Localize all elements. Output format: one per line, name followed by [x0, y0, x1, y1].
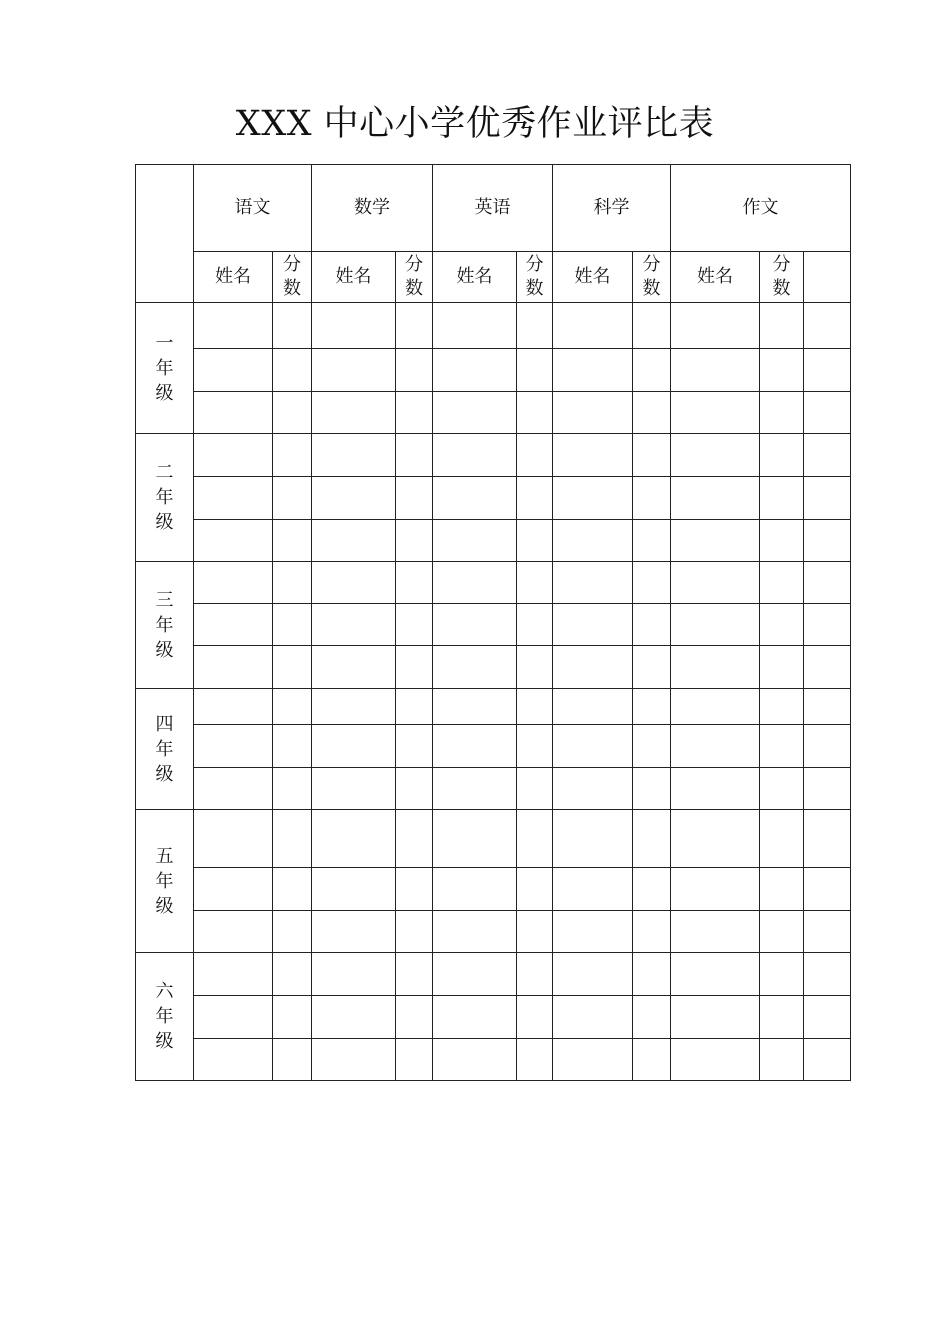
name-cell[interactable] — [671, 392, 760, 434]
extra-column-header — [804, 252, 851, 303]
extra-cell[interactable] — [804, 911, 851, 953]
grade-row — [136, 911, 851, 953]
score-cell[interactable] — [633, 303, 671, 349]
score-cell[interactable] — [273, 689, 312, 725]
score-cell[interactable] — [517, 996, 553, 1039]
name-cell[interactable] — [433, 768, 517, 810]
name-column-header: 姓名 — [671, 252, 760, 303]
name-cell[interactable] — [671, 996, 760, 1039]
name-cell[interactable] — [671, 349, 760, 392]
score-cell[interactable] — [760, 996, 804, 1039]
score-cell[interactable] — [273, 646, 312, 689]
grade-row — [136, 520, 851, 562]
extra-cell[interactable] — [804, 689, 851, 725]
name-cell[interactable] — [553, 604, 633, 646]
name-cell[interactable] — [671, 953, 760, 996]
extra-cell[interactable] — [804, 392, 851, 434]
score-cell[interactable] — [396, 689, 433, 725]
score-cell[interactable] — [517, 646, 553, 689]
subject-header: 作文 — [671, 165, 851, 252]
grade-label: 三年级 — [155, 589, 174, 661]
extra-cell[interactable] — [804, 604, 851, 646]
name-cell[interactable] — [553, 303, 633, 349]
score-cell[interactable] — [517, 725, 553, 768]
score-cell[interactable] — [273, 996, 312, 1039]
score-cell[interactable] — [517, 953, 553, 996]
score-cell[interactable] — [273, 477, 312, 520]
name-cell[interactable] — [553, 520, 633, 562]
grade-row — [136, 689, 851, 725]
score-cell[interactable] — [633, 725, 671, 768]
name-column-header: 姓名 — [553, 252, 633, 303]
score-cell[interactable] — [396, 434, 433, 477]
score-cell[interactable] — [517, 604, 553, 646]
grade-row — [136, 953, 851, 996]
name-cell[interactable] — [553, 689, 633, 725]
name-cell[interactable] — [553, 996, 633, 1039]
score-cell[interactable] — [273, 349, 312, 392]
grade-row — [136, 810, 851, 868]
name-cell[interactable] — [312, 689, 396, 725]
grade-label: 五年级 — [155, 845, 174, 917]
name-cell[interactable] — [194, 996, 273, 1039]
name-cell[interactable] — [194, 953, 273, 996]
name-cell[interactable] — [433, 520, 517, 562]
name-cell[interactable] — [312, 996, 396, 1039]
subject-header: 语文 — [194, 165, 312, 252]
extra-cell[interactable] — [804, 434, 851, 477]
name-column-header: 姓名 — [194, 252, 273, 303]
score-cell[interactable] — [273, 303, 312, 349]
name-cell[interactable] — [671, 768, 760, 810]
grade-row — [136, 996, 851, 1039]
score-cell[interactable] — [633, 868, 671, 911]
name-cell[interactable] — [312, 810, 396, 868]
name-cell[interactable] — [194, 810, 273, 868]
name-cell[interactable] — [312, 725, 396, 768]
extra-cell[interactable] — [804, 477, 851, 520]
score-column-header — [760, 252, 804, 303]
name-cell[interactable] — [671, 520, 760, 562]
score-cell[interactable] — [633, 604, 671, 646]
grade-row — [136, 768, 851, 810]
name-cell[interactable] — [194, 768, 273, 810]
grade-row — [136, 349, 851, 392]
score-cell[interactable] — [517, 392, 553, 434]
score-column-header — [633, 252, 671, 303]
score-cell[interactable] — [633, 392, 671, 434]
grade-row — [136, 477, 851, 520]
grade-label-cell — [136, 953, 194, 1081]
score-cell[interactable] — [633, 996, 671, 1039]
name-cell[interactable] — [671, 1039, 760, 1081]
name-cell[interactable] — [433, 646, 517, 689]
score-cell[interactable] — [517, 477, 553, 520]
name-cell[interactable] — [671, 646, 760, 689]
score-cell[interactable] — [396, 303, 433, 349]
name-cell[interactable] — [312, 477, 396, 520]
name-cell[interactable] — [194, 477, 273, 520]
extra-cell[interactable] — [804, 303, 851, 349]
score-cell[interactable] — [273, 520, 312, 562]
name-cell[interactable] — [433, 604, 517, 646]
name-cell[interactable] — [312, 303, 396, 349]
name-cell[interactable] — [433, 810, 517, 868]
score-column-header — [396, 252, 433, 303]
name-cell[interactable] — [433, 868, 517, 911]
score-cell[interactable] — [273, 604, 312, 646]
name-cell[interactable] — [671, 868, 760, 911]
score-cell[interactable] — [760, 520, 804, 562]
grade-label: 二年级 — [155, 462, 174, 533]
score-cell[interactable] — [517, 768, 553, 810]
score-cell[interactable] — [396, 996, 433, 1039]
grade-label-cell — [136, 303, 194, 434]
score-label: 分数 — [772, 254, 791, 299]
name-cell[interactable] — [194, 392, 273, 434]
name-cell[interactable] — [553, 868, 633, 911]
name-cell[interactable] — [553, 434, 633, 477]
score-cell[interactable] — [273, 911, 312, 953]
name-cell[interactable] — [553, 646, 633, 689]
score-cell[interactable] — [760, 477, 804, 520]
score-cell[interactable] — [760, 392, 804, 434]
name-cell[interactable] — [553, 1039, 633, 1081]
score-cell[interactable] — [760, 768, 804, 810]
extra-cell[interactable] — [804, 996, 851, 1039]
name-cell[interactable] — [671, 477, 760, 520]
name-cell[interactable] — [194, 349, 273, 392]
name-cell[interactable] — [194, 911, 273, 953]
grade-label: 一年级 — [155, 332, 174, 404]
grade-row — [136, 1039, 851, 1081]
name-cell[interactable] — [194, 434, 273, 477]
score-cell[interactable] — [517, 689, 553, 725]
grade-row — [136, 725, 851, 768]
grade-row — [136, 392, 851, 434]
name-cell[interactable] — [671, 604, 760, 646]
subject-header: 数学 — [312, 165, 433, 252]
score-cell[interactable] — [517, 868, 553, 911]
score-cell[interactable] — [396, 477, 433, 520]
name-cell[interactable] — [194, 303, 273, 349]
name-cell[interactable] — [553, 725, 633, 768]
name-cell[interactable] — [312, 604, 396, 646]
score-cell[interactable] — [273, 868, 312, 911]
extra-cell[interactable] — [804, 1039, 851, 1081]
name-cell[interactable] — [671, 303, 760, 349]
grade-label-cell — [136, 810, 194, 953]
name-cell[interactable] — [194, 689, 273, 725]
score-cell[interactable] — [396, 868, 433, 911]
sub-header-row — [136, 252, 851, 303]
score-cell[interactable] — [760, 911, 804, 953]
score-cell[interactable] — [633, 911, 671, 953]
name-cell[interactable] — [312, 349, 396, 392]
name-cell[interactable] — [312, 768, 396, 810]
subject-header: 科学 — [553, 165, 671, 252]
name-cell[interactable] — [433, 349, 517, 392]
name-cell[interactable] — [194, 1039, 273, 1081]
corner-cell — [136, 165, 194, 303]
page-title: XXX 中心小学优秀作业评比表 — [235, 104, 715, 144]
name-cell[interactable] — [671, 911, 760, 953]
name-cell[interactable] — [312, 520, 396, 562]
name-column-header: 姓名 — [312, 252, 396, 303]
score-cell[interactable] — [760, 810, 804, 868]
score-cell[interactable] — [273, 434, 312, 477]
name-cell[interactable] — [553, 392, 633, 434]
grade-row — [136, 646, 851, 689]
score-cell[interactable] — [517, 349, 553, 392]
name-cell[interactable] — [194, 520, 273, 562]
score-cell[interactable] — [760, 604, 804, 646]
name-column-header: 姓名 — [433, 252, 517, 303]
score-cell[interactable] — [517, 434, 553, 477]
name-cell[interactable] — [553, 349, 633, 392]
extra-cell[interactable] — [804, 725, 851, 768]
score-cell[interactable] — [517, 911, 553, 953]
score-cell[interactable] — [633, 1039, 671, 1081]
name-cell[interactable] — [433, 996, 517, 1039]
grade-label-cell — [136, 689, 194, 810]
name-cell[interactable] — [433, 392, 517, 434]
name-cell[interactable] — [671, 725, 760, 768]
score-cell[interactable] — [396, 562, 433, 604]
score-label: 分数 — [283, 254, 301, 299]
subject-header: 英语 — [433, 165, 553, 252]
name-cell[interactable] — [553, 953, 633, 996]
score-cell[interactable] — [273, 953, 312, 996]
name-cell[interactable] — [553, 768, 633, 810]
score-cell[interactable] — [273, 392, 312, 434]
score-cell[interactable] — [760, 434, 804, 477]
name-cell[interactable] — [312, 562, 396, 604]
extra-cell[interactable] — [804, 868, 851, 911]
evaluation-table — [135, 164, 851, 1081]
name-cell[interactable] — [433, 562, 517, 604]
extra-cell[interactable] — [804, 562, 851, 604]
score-label: 分数 — [525, 254, 544, 299]
score-cell[interactable] — [396, 768, 433, 810]
score-cell[interactable] — [396, 349, 433, 392]
extra-cell[interactable] — [804, 520, 851, 562]
score-cell[interactable] — [517, 562, 553, 604]
score-cell[interactable] — [396, 646, 433, 689]
name-cell[interactable] — [194, 725, 273, 768]
name-cell[interactable] — [671, 434, 760, 477]
name-cell[interactable] — [312, 868, 396, 911]
score-cell[interactable] — [633, 768, 671, 810]
score-cell[interactable] — [517, 520, 553, 562]
extra-cell[interactable] — [804, 953, 851, 996]
name-cell[interactable] — [671, 689, 760, 725]
name-cell[interactable] — [194, 646, 273, 689]
name-cell[interactable] — [312, 911, 396, 953]
score-cell[interactable] — [396, 953, 433, 996]
grade-row — [136, 303, 851, 349]
score-cell[interactable] — [760, 562, 804, 604]
score-cell[interactable] — [633, 520, 671, 562]
name-cell[interactable] — [312, 1039, 396, 1081]
score-cell[interactable] — [273, 1039, 312, 1081]
name-cell[interactable] — [553, 477, 633, 520]
grade-row — [136, 562, 851, 604]
name-cell[interactable] — [433, 953, 517, 996]
grade-row — [136, 434, 851, 477]
grade-label: 六年级 — [155, 981, 174, 1052]
score-cell[interactable] — [760, 868, 804, 911]
grade-row — [136, 604, 851, 646]
score-cell[interactable] — [396, 810, 433, 868]
score-cell[interactable] — [396, 392, 433, 434]
name-cell[interactable] — [312, 434, 396, 477]
name-cell[interactable] — [433, 1039, 517, 1081]
score-cell[interactable] — [633, 562, 671, 604]
score-cell[interactable] — [633, 434, 671, 477]
score-label: 分数 — [405, 254, 423, 299]
score-cell[interactable] — [396, 725, 433, 768]
score-cell[interactable] — [273, 562, 312, 604]
score-cell[interactable] — [633, 349, 671, 392]
score-cell[interactable] — [273, 725, 312, 768]
score-cell[interactable] — [273, 810, 312, 868]
name-cell[interactable] — [433, 911, 517, 953]
score-cell[interactable] — [760, 725, 804, 768]
subject-header-row — [136, 165, 851, 252]
score-cell[interactable] — [760, 303, 804, 349]
name-cell[interactable] — [433, 477, 517, 520]
score-cell[interactable] — [760, 646, 804, 689]
grade-label: 四年级 — [155, 713, 174, 785]
name-cell[interactable] — [194, 562, 273, 604]
name-cell[interactable] — [433, 689, 517, 725]
grade-label-cell — [136, 434, 194, 562]
score-cell[interactable] — [517, 303, 553, 349]
score-cell[interactable] — [633, 689, 671, 725]
name-cell[interactable] — [433, 434, 517, 477]
name-cell[interactable] — [671, 562, 760, 604]
grade-label-cell — [136, 562, 194, 689]
name-cell[interactable] — [194, 604, 273, 646]
score-cell[interactable] — [396, 604, 433, 646]
name-cell[interactable] — [553, 911, 633, 953]
name-cell[interactable] — [553, 562, 633, 604]
extra-cell[interactable] — [804, 349, 851, 392]
extra-cell[interactable] — [804, 768, 851, 810]
name-cell[interactable] — [312, 953, 396, 996]
score-cell[interactable] — [396, 520, 433, 562]
score-cell[interactable] — [633, 953, 671, 996]
score-cell[interactable] — [760, 953, 804, 996]
extra-cell[interactable] — [804, 646, 851, 689]
score-cell[interactable] — [760, 689, 804, 725]
name-cell[interactable] — [671, 810, 760, 868]
score-cell[interactable] — [273, 768, 312, 810]
name-cell[interactable] — [312, 392, 396, 434]
grade-row — [136, 868, 851, 911]
score-cell[interactable] — [633, 810, 671, 868]
score-label: 分数 — [642, 254, 661, 299]
name-cell[interactable] — [312, 646, 396, 689]
name-cell[interactable] — [433, 303, 517, 349]
name-cell[interactable] — [194, 868, 273, 911]
name-cell[interactable] — [433, 725, 517, 768]
score-column-header — [517, 252, 553, 303]
extra-cell[interactable] — [804, 810, 851, 868]
score-cell[interactable] — [517, 810, 553, 868]
score-cell[interactable] — [396, 1039, 433, 1081]
score-cell[interactable] — [517, 1039, 553, 1081]
score-cell[interactable] — [760, 1039, 804, 1081]
score-cell[interactable] — [633, 646, 671, 689]
score-cell[interactable] — [396, 911, 433, 953]
score-column-header — [273, 252, 312, 303]
name-cell[interactable] — [553, 810, 633, 868]
score-cell[interactable] — [633, 477, 671, 520]
score-cell[interactable] — [760, 349, 804, 392]
